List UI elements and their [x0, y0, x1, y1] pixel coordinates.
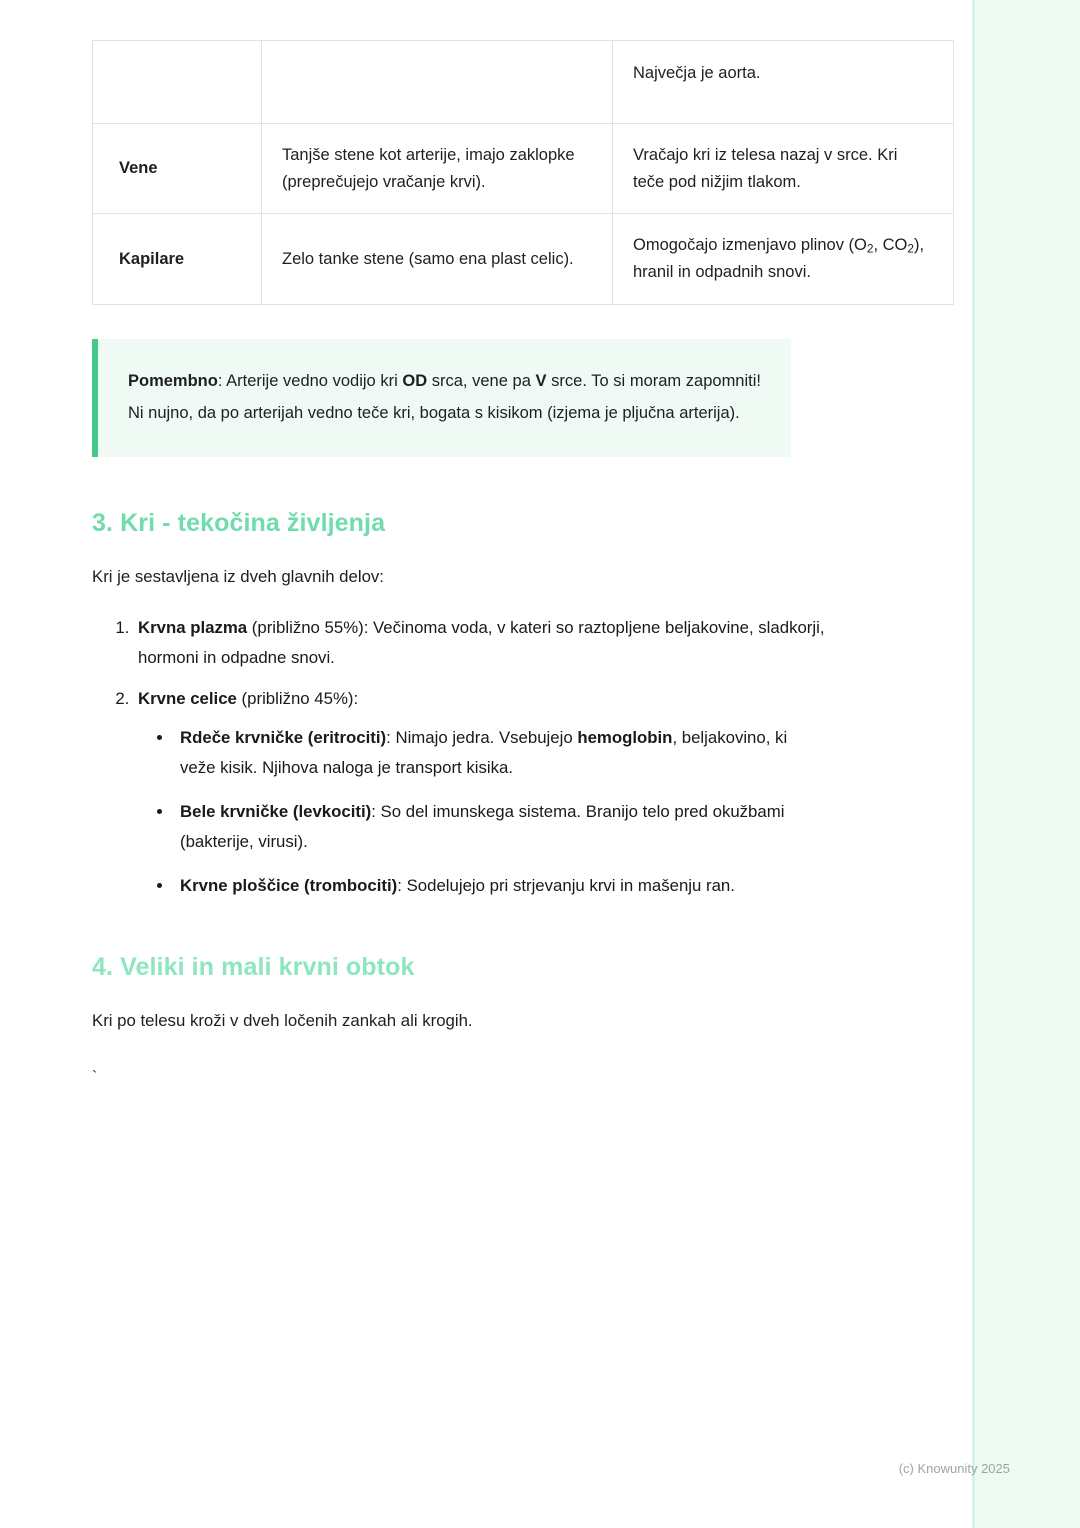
list-item — [174, 871, 827, 901]
callout-bold-od: OD — [402, 372, 428, 390]
table-cell-description — [262, 41, 613, 124]
sub-item-text-1: : Sodelujejo pri strjevanju krvi in mašenju ran. — [397, 875, 735, 895]
function-text-mid: , CO — [873, 236, 908, 255]
callout-text-2: srca, vene pa — [427, 372, 536, 390]
section-3-intro: Kri je sestavljena iz dveh glavnih delov: — [92, 567, 384, 587]
table-cell-description: Zelo tanke stene (samo ena plast celic). — [262, 214, 613, 305]
list-item — [134, 684, 827, 901]
callout-label: Pomembno — [128, 372, 218, 390]
list-item — [174, 723, 827, 783]
section-heading-4: 4. Veliki in mali krvni obtok — [92, 952, 415, 981]
list-item-text: (približno 45%): — [236, 689, 359, 708]
callout-text-3: srce. To si moram zapomniti! Ni nujno, da po arterijah vedno teče kri, bogata s kisikom (izjema je pljučna arterija). — [128, 372, 761, 423]
section-4-intro: Kri po telesu kroži v dveh ločenih zankah ali krogih. — [92, 1010, 473, 1030]
table-cell-function — [613, 214, 954, 305]
sub-item-bold: Bele krvničke (levkociti) — [180, 802, 372, 822]
section-heading-3: 3. Kri - tekočina življenja — [92, 509, 386, 538]
copyright-footer: (c) Knowunity 2025 — [898, 1461, 1010, 1476]
table-cell-description: Tanjše stene kot arterije, imajo zaklopke (preprečujejo vračanje krvi). — [262, 124, 613, 214]
document-content — [92, 0, 925, 1087]
table-cell-name — [93, 41, 262, 124]
list-item-bold: Krvna plazma — [138, 618, 248, 638]
subscript-o2: 2 — [866, 242, 874, 257]
table-cell-name: Vene — [93, 124, 262, 214]
blood-vessel-table — [92, 40, 954, 305]
table-row — [93, 214, 954, 305]
important-callout — [92, 339, 791, 457]
list-item — [134, 613, 827, 672]
table-cell-function-text: Največja je aorta. — [633, 63, 761, 82]
table-cell-function: Vračajo kri iz telesa nazaj v srce. Kri teče pod nižjim tlakom. — [613, 124, 954, 214]
callout-bold-v: V — [535, 372, 547, 390]
sub-item-text-1: : Nimajo jedra. Vsebujejo — [386, 728, 578, 748]
sub-item-bold: Krvne ploščice (trombociti) — [180, 875, 398, 895]
blood-components-list — [92, 613, 827, 901]
sub-item-bold-2: hemoglobin — [577, 728, 673, 748]
table-row — [93, 41, 954, 124]
page-side-stripe — [975, 0, 1080, 1528]
list-item — [174, 797, 827, 857]
table-row — [93, 124, 954, 214]
page-side-stripe-border — [972, 0, 975, 1528]
sub-item-bold: Rdeče krvničke (eritrociti) — [180, 728, 387, 748]
table-cell-function — [613, 41, 954, 124]
subscript-co2: 2 — [907, 242, 914, 257]
list-item-text: (približno 55%): Večinoma voda, v kateri so raztopljene beljakovine, sladkorji, hormoni in odpadne snovi. — [138, 618, 825, 667]
stray-backtick: ` — [92, 1068, 98, 1086]
list-item-bold: Krvne celice — [138, 689, 237, 708]
blood-cells-sublist — [138, 723, 827, 900]
function-text-post: ), hranil in odpadnih snovi. — [633, 236, 925, 282]
callout-text-1: : Arterije vedno vodijo kri — [217, 372, 403, 390]
function-text-pre: Omogočajo izmenjavo plinov (O — [633, 236, 867, 255]
sub-item-text-2: , beljakovino, ki veže kisik. Njihova naloga je transport kisika. — [180, 728, 788, 778]
table-cell-name: Kapilare — [93, 214, 262, 305]
sub-item-text-1: : So del imunskega sistema. Branijo telo pred okužbami (bakterije, virusi). — [180, 802, 785, 852]
